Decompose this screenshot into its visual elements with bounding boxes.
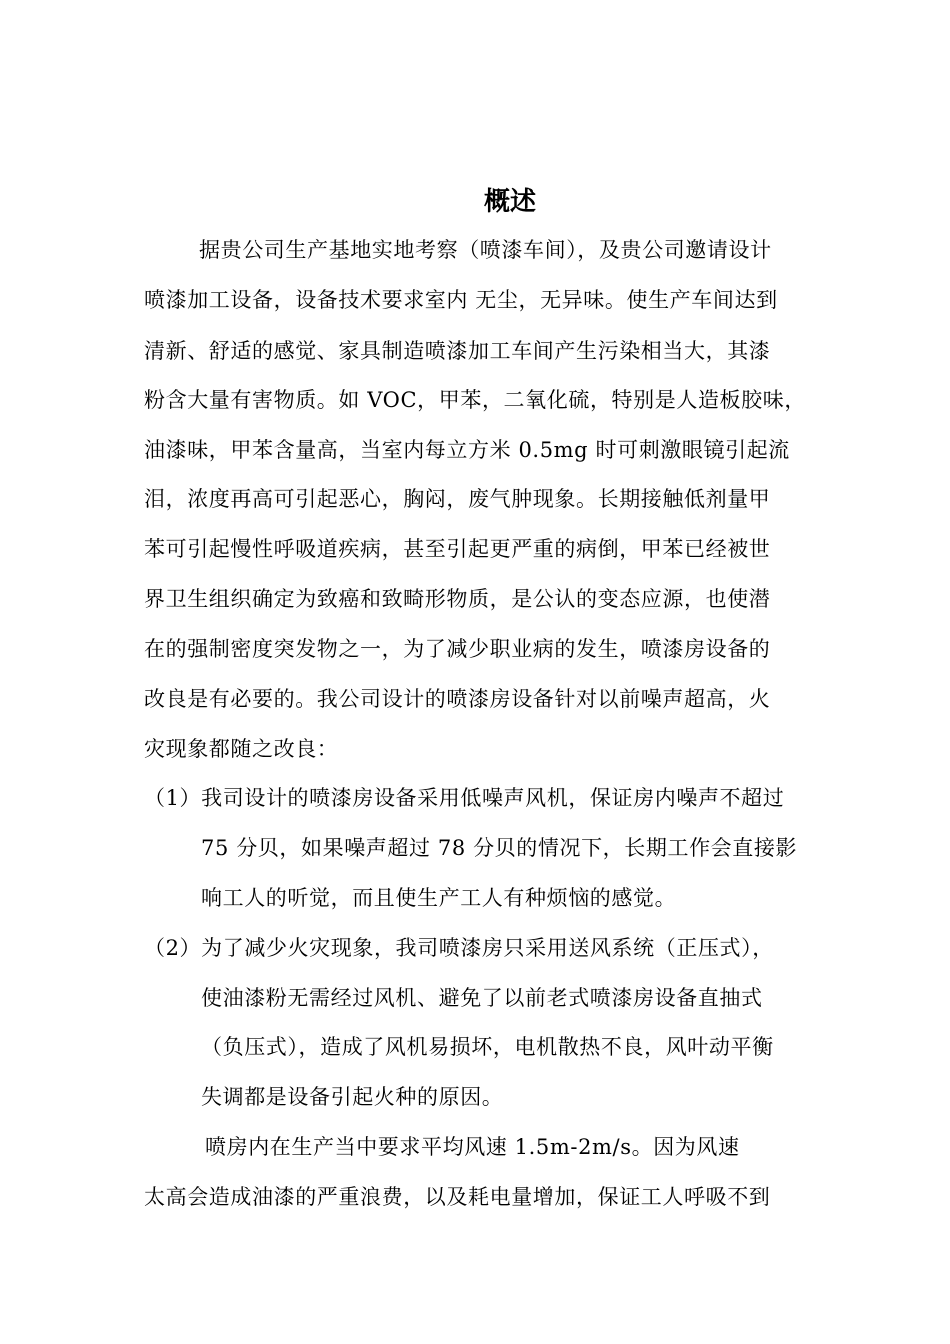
paragraph-line: 清新、舒适的感觉、家具制造喷漆加工车间产生污染相当大，其漆	[144, 339, 771, 363]
list-item-line: （1）我司设计的喷漆房设备采用低噪声风机，保证房内噪声不超过	[144, 786, 785, 810]
paragraph-line: 太高会造成油漆的严重浪费，以及耗电量增加，保证工人呼吸不到	[144, 1185, 771, 1209]
paragraph-line: 喷房内在生产当中要求平均风速 1.5m-2m/s。因为风速	[205, 1135, 740, 1159]
paragraph-line: 改良是有必要的。我公司设计的喷漆房设备针对以前噪声超高，火	[144, 687, 771, 711]
paragraph-line: 油漆味，甲苯含量高，当室内每立方米 0.5mg 时可刺激眼镜引起流	[144, 438, 790, 462]
list-item-line: （负压式），造成了风机易损坏，电机散热不良，风叶动平衡	[201, 1035, 774, 1059]
paragraph-line: 苯可引起慢性呼吸道疾病，甚至引起更严重的病倒，甲苯已经被世	[144, 537, 771, 561]
paragraph-line: 界卫生组织确定为致癌和致畸形物质，是公认的变态应源，也使潜	[144, 587, 771, 611]
list-item-line: 75 分贝，如果噪声超过 78 分贝的情况下，长期工作会直接影	[201, 836, 798, 860]
document-title: 概述	[483, 187, 536, 217]
list-item-line: 响工人的听觉，而且使生产工人有种烦恼的感觉。	[201, 886, 677, 910]
paragraph-line: 喷漆加工设备，设备技术要求室内 无尘，无异味。使生产车间达到	[144, 288, 778, 312]
list-item-line: 失调都是设备引起火种的原因。	[201, 1085, 504, 1109]
list-item-line: 使油漆粉无需经过风机、避免了以前老式喷漆房设备直抽式	[201, 986, 763, 1010]
paragraph-line: 粉含大量有害物质。如 VOC，甲苯，二氧化硫，特别是人造板胶味，	[144, 388, 806, 412]
paragraph-line: 灾现象都随之改良：	[144, 737, 339, 761]
paragraph-line: 在的强制密度突发物之一，为了减少职业病的发生，喷漆房设备的	[144, 637, 771, 661]
list-item-line: （2）为了减少火灾现象，我司喷漆房只采用送风系统（正压式），	[144, 936, 774, 960]
paragraph-line: 据贵公司生产基地实地考察（喷漆车间），及贵公司邀请设计	[199, 238, 772, 262]
paragraph-line: 泪，浓度再高可引起恶心，胸闷，废气肿现象。长期接触低剂量甲	[144, 487, 771, 511]
